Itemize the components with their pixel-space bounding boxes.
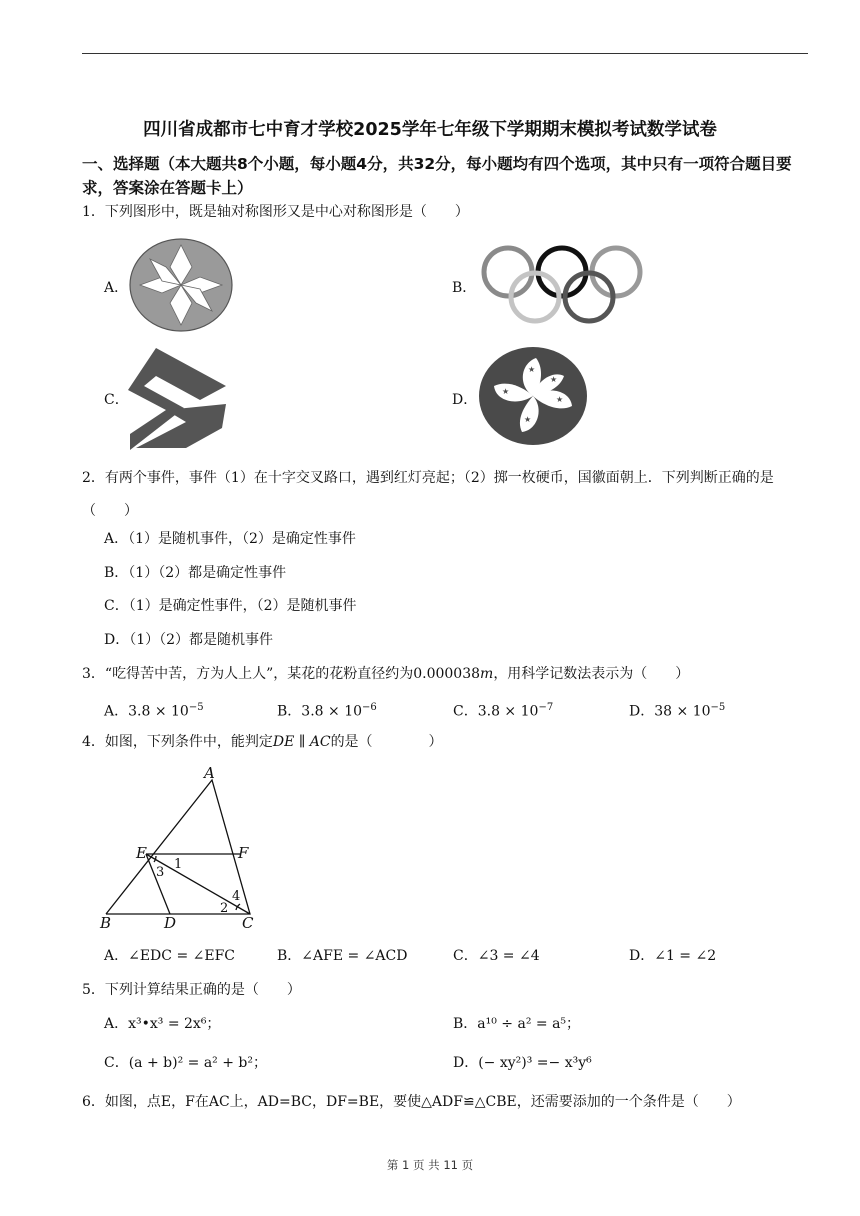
page-title: 四川省成都市七中育才学校2025学年七年级下学期期末模拟考试数学试卷 [143, 120, 717, 140]
q3-option-c [453, 698, 553, 722]
q4-option-a: A．∠EDC = ∠EFC [104, 948, 236, 964]
header-rule [82, 53, 808, 54]
q3-option-d [629, 698, 725, 722]
q3-option-c-label: C． [453, 703, 478, 720]
q4-geometry-figure [98, 762, 270, 930]
fig-label-c: C [242, 914, 254, 930]
q1-option-d-figure [478, 346, 588, 446]
fig-label-e: E [136, 844, 147, 862]
svg-text:★: ★ [556, 395, 564, 404]
svg-text:★: ★ [524, 415, 532, 424]
q3-option-a [104, 698, 204, 722]
q4-option-d: D．∠1 = ∠2 [629, 948, 717, 964]
q3-stem-text: 3．“吃得苦中苦，方为人上人”，某花的花粉直径约为0.000038 [82, 666, 481, 682]
q2-option-c: C．（1）是确定性事件，（2）是随机事件 [104, 598, 357, 614]
question-1-stem: 1．下列图形中，既是轴对称图形又是中心对称图形是（ ） [82, 204, 469, 220]
svg-text:★: ★ [502, 387, 510, 396]
fig-label-a: A [204, 764, 215, 782]
fig-angle-2: 2 [220, 901, 229, 916]
q1-option-d-label: D． [452, 392, 478, 408]
question-6-stem: 6．如图，点E，F在AC上，AD=BC，DF=BE，要使△ADF≌△CBE，还需要添加的一个条件是（ ） [82, 1094, 741, 1110]
q3-option-d-label: D． [629, 703, 655, 720]
q3-option-a-base: 3.8 × 10 [128, 703, 189, 720]
page-footer: 第 1 页 共 11 页 [386, 1158, 474, 1172]
q3-option-d-exponent: −5 [710, 702, 726, 713]
q3-option-b-base: 3.8 × 10 [301, 703, 363, 720]
q4-stem-tail: 的是（ ） [330, 734, 443, 750]
q5-option-d: D．(− xy²)³ =− x³y⁶ [453, 1055, 592, 1071]
q3-option-a-exponent: −5 [188, 702, 204, 713]
q4-option-c: C．∠3 = ∠4 [453, 948, 540, 964]
fig-angle-1: 1 [174, 857, 183, 872]
q4-stem-math: DE ∥ AC [272, 734, 331, 750]
q3-option-d-base: 38 × 10 [654, 703, 711, 720]
fig-angle-4: 4 [232, 889, 241, 904]
q1-option-b-label: B． [452, 280, 477, 296]
q2-option-b: B．（1）（2）都是确定性事件 [104, 565, 287, 581]
q3-option-b [277, 698, 377, 722]
fig-label-d: D [164, 914, 177, 930]
question-4-stem [82, 732, 817, 752]
q4-option-b: B．∠AFE = ∠ACD [277, 948, 408, 964]
q3-option-c-exponent: −7 [538, 702, 554, 713]
fig-angle-3: 3 [156, 865, 165, 880]
q3-option-b-label: B． [277, 703, 302, 720]
q4-stem-text: 4．如图，下列条件中，能判定 [82, 734, 273, 750]
q3-stem-tail: ，用科学记数法表示为（ ） [493, 666, 690, 682]
svg-text:★: ★ [528, 365, 536, 374]
q5-option-c: C．(a + b)² = a² + b²； [104, 1055, 267, 1071]
q1-option-b-figure [476, 245, 651, 325]
q3-option-c-base: 3.8 × 10 [477, 703, 539, 720]
q1-option-a-label: A． [104, 280, 129, 296]
q5-option-b: B．a¹⁰ ÷ a² = a⁵； [453, 1016, 581, 1032]
section-heading: 一、选择题（本大题共8个小题，每小题4分，共32分，每小题均有四个选项，其中只有一项符合题目要求，答案涂在答题卡上） [82, 155, 792, 197]
question-5-stem: 5．下列计算结果正确的是（ ） [82, 982, 301, 998]
q3-option-a-label: A． [104, 703, 129, 720]
q1-option-c-label: C． [104, 392, 129, 408]
question-3-stem [82, 664, 817, 684]
q3-option-b-exponent: −6 [362, 702, 377, 713]
fig-label-f: F [238, 844, 249, 862]
q2-option-a: A．（1）是随机事件，（2）是确定性事件 [104, 531, 356, 547]
q5-option-a: A．x³•x³ = 2x⁶； [104, 1016, 221, 1032]
q1-option-c-figure [126, 348, 230, 450]
q1-option-a-figure [128, 237, 234, 333]
fig-label-b: B [100, 914, 112, 930]
q3-stem-unit: m [480, 666, 494, 682]
q2-option-d: D．（1）（2）都是随机事件 [104, 632, 274, 648]
question-2-stem: 2．有两个事件，事件（1）在十字交叉路口，遇到红灯亮起；（2）掷一枚硬币，国徽面朝上．下列判断正确的是（ ） [82, 470, 774, 519]
svg-text:★: ★ [550, 375, 558, 384]
